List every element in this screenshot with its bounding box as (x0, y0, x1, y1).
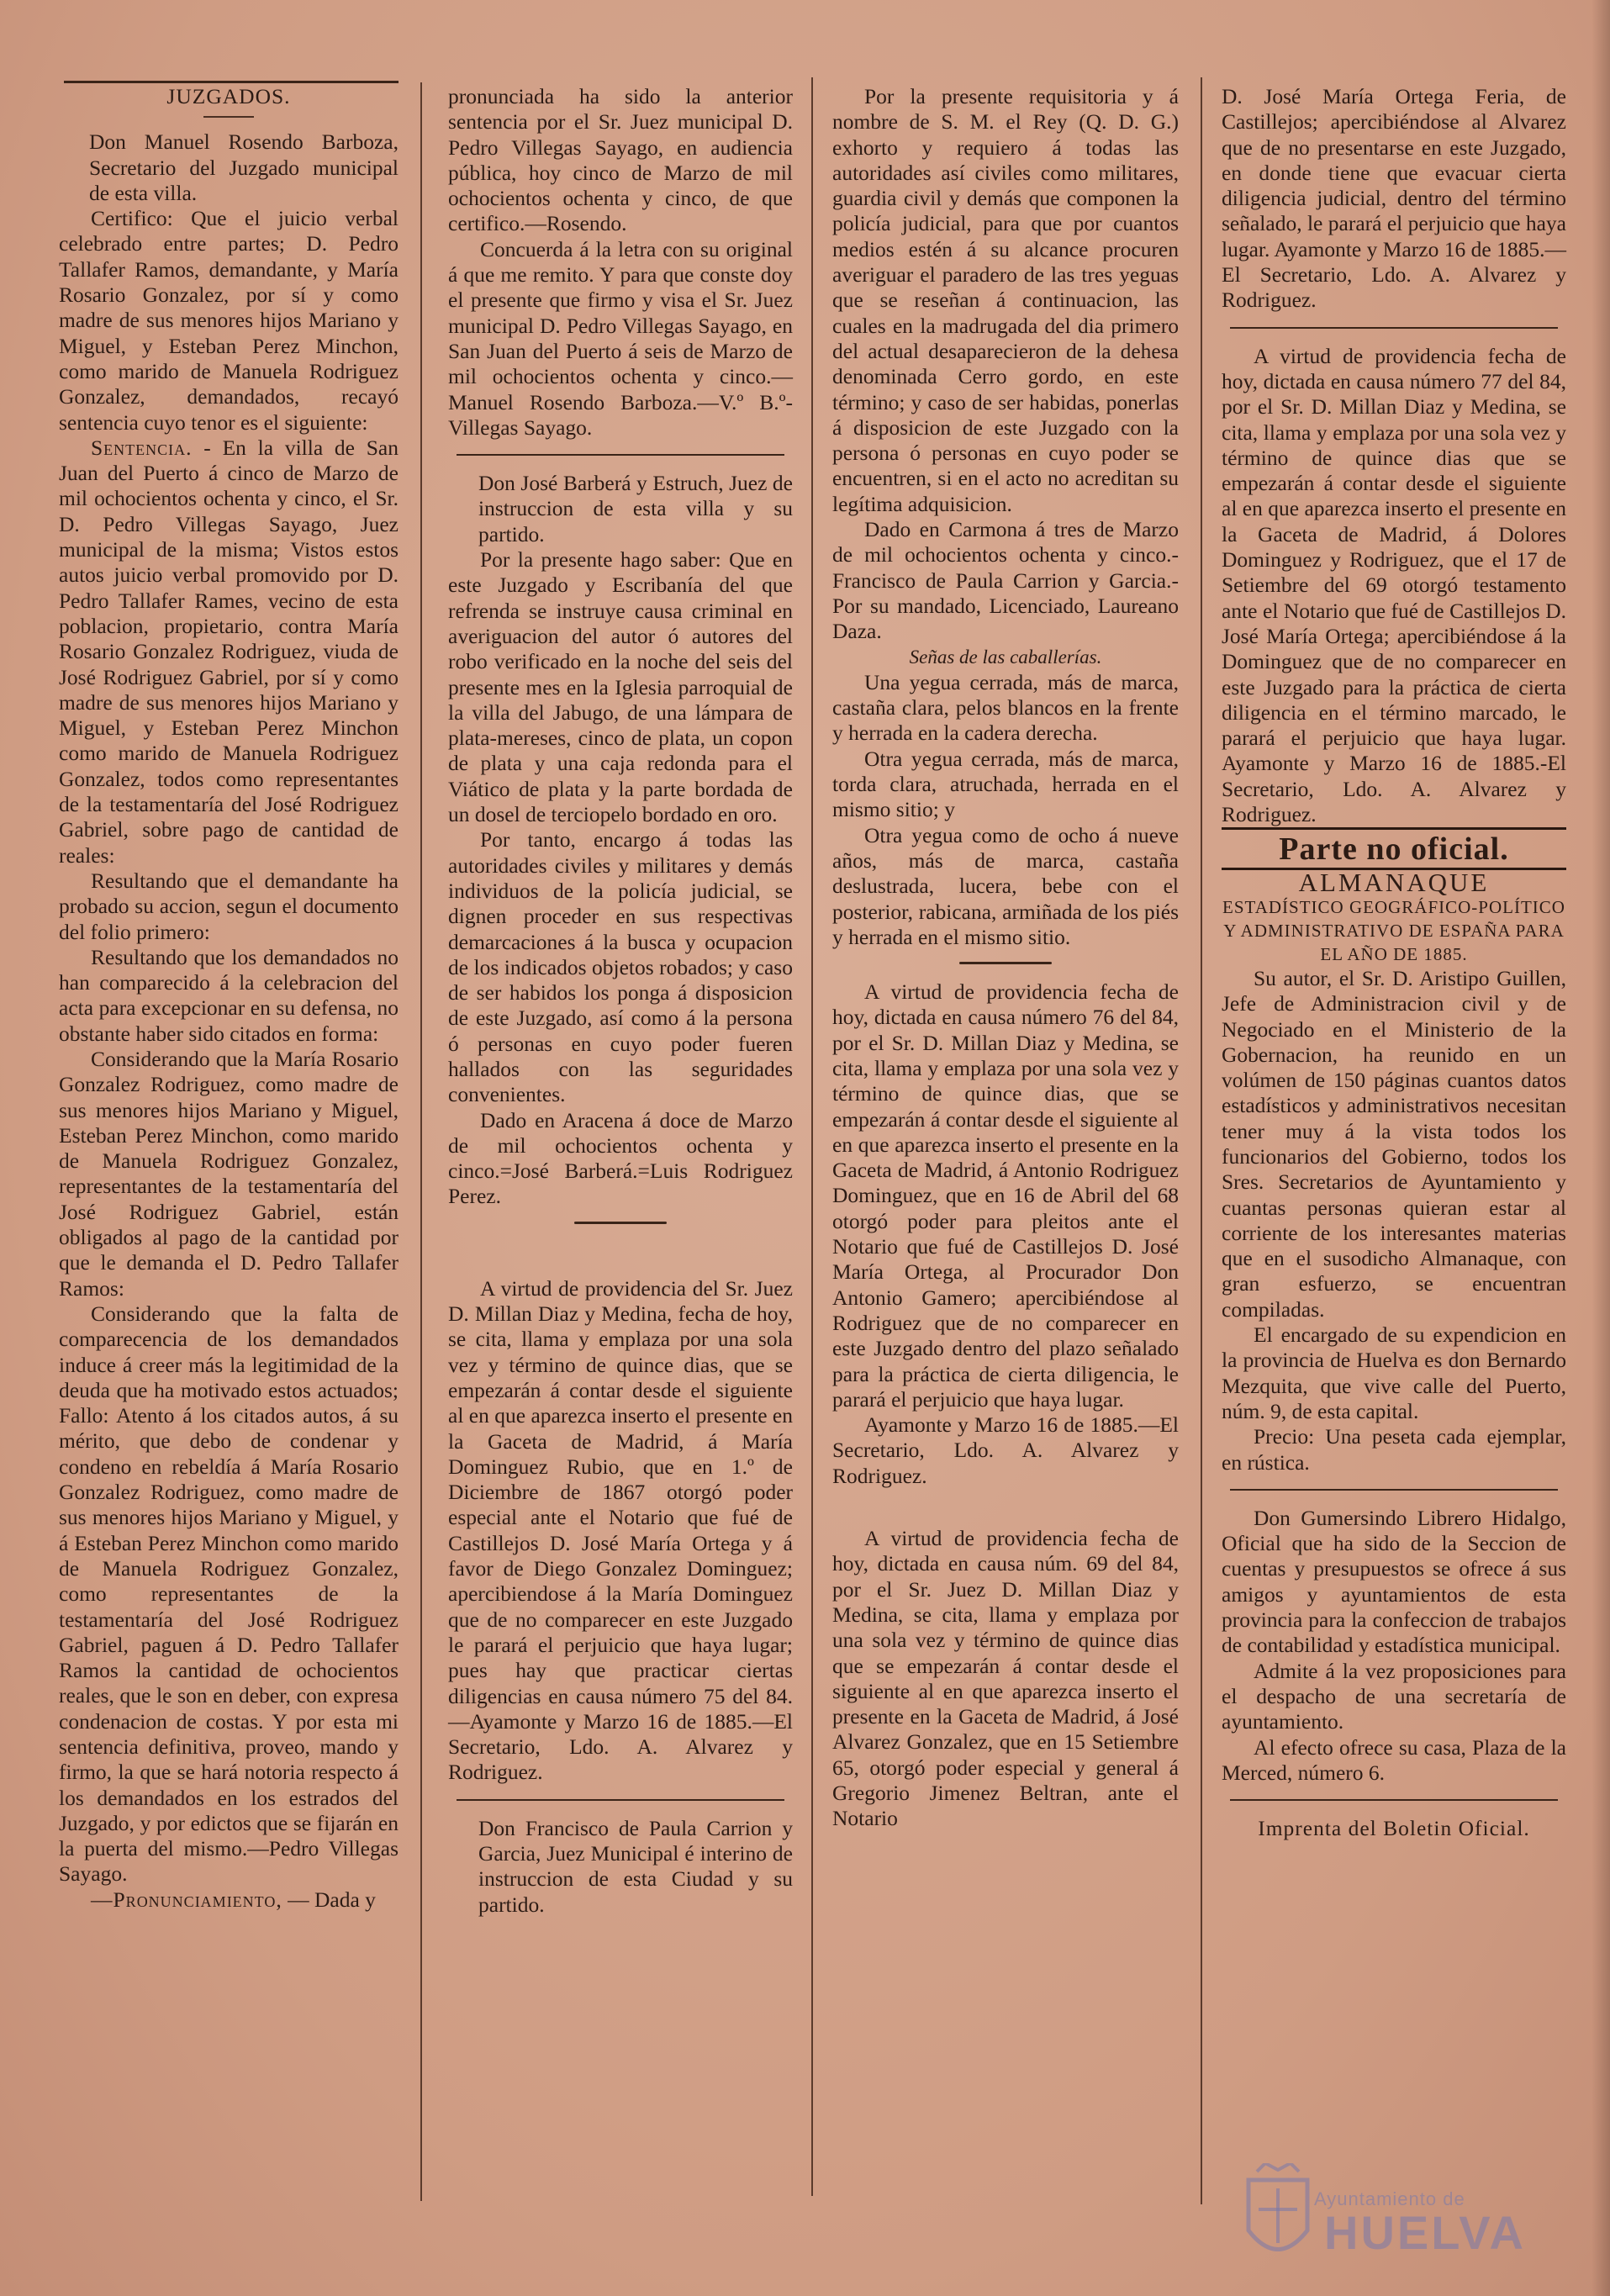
section-separator (1230, 327, 1558, 329)
paragraph: Resultando que el demandante ha probado su accion, segun el documento del folio primero: (59, 868, 399, 944)
section-separator (457, 1799, 784, 1801)
paragraph: Por tanto, encargo á todas las autoridades civiles y militares y demás individuos de la policía judicial, se dignen proceder en sus respectivas demarcaciones á la busca y ocupacion de los indicados objetos robados; y caso de ser habidos los ponga á disposicion de este Juzgado, así como á la persona ó personas en cuyo poder fueren hallados con las seguridades convenientes. (448, 827, 793, 1107)
paragraph: Al efecto ofrece su casa, Plaza de la Merced, número 6. (1222, 1734, 1566, 1785)
paragraph: Ayamonte y Marzo 16 de 1885.—El Secretario, Ldo. A. Alvarez y Rodriguez. (832, 1412, 1179, 1488)
paragraph: A virtud de providencia fecha de hoy, dictada en causa núm. 69 del 84, por el Sr. Juez D. Millan Diaz y Medina, se cita, llama y emplaza por una sola vez y término de quince dias que se empezarán á contar desde el siguiente al en que aparezca inserto el presente en la Gaceta de Madrid, á José Alvarez Gonzalez, que en 15 Setiembre 65, otorgó poder especial y general á Gregorio Jimenez Beltran, ante el Notario (832, 1526, 1179, 1831)
almanac-subtitle: ESTADÍSTICO GEOGRÁFICO-POLÍTICO Y ADMINISTRATIVO DE ESPAÑA PARA EL AÑO DE 1885. (1222, 896, 1565, 964)
paragraph: Otra yegua como de ocho á nueve años, más de marca, castaña deslustrada, lucera, bebe con el posterior, rabicana, armiñada de los piés y herrada en el mismo sitio. (832, 822, 1179, 949)
paragraph: Otra yegua cerrada, más de marca, torda clara, atruchada, herrada en el mismo sitio; y (832, 746, 1179, 822)
top-rule (64, 81, 399, 83)
column-divider (811, 77, 813, 2196)
column-3 (832, 84, 1179, 1832)
official-title: Don Manuel Rosendo Barboza, Secretario del Juzgado municipal de esta villa. (89, 129, 399, 205)
section-banner: Parte no oficial. (1222, 827, 1566, 869)
official-title: Don José Barberá y Estruch, Juez de instruccion de esta villa y su partido. (478, 471, 793, 546)
spacer (448, 1239, 793, 1276)
paragraph: A virtud de providencia fecha de hoy, dictada en causa número 77 del 84, por el Sr. D. Millan Diaz y Medina, se cita, llama y emplaza por una sola vez y término de quince dias que se empezarán á contar desde el siguiente al en que aparezca inserto el presente en la Gaceta de Madrid, á Dolores Dominguez y Rodriguez, que el 17 de Setiembre del 69 otorgó testamento ante el Notario que fué de Castillejos D. José María Ortega; apercibiéndose á la Dominguez que de no comparecer en este Juzgado para la práctica de cierta diligencia en el término marcado, le parará el perjuicio que haya lugar. Ayamonte y Marzo 16 de 1885.-El Secretario, Ldo. A. Alvarez y Rodriguez. (1222, 343, 1566, 827)
column-divider (1201, 77, 1202, 2204)
section-separator (1230, 1799, 1558, 1801)
paragraph: Por la presente requisitoria y á nombre de S. M. el Rey (Q. D. G.) exhorto y requiero á todas las autoridades así civiles como militares, guardia civil y demás que componen la policía judicial, para que por cuantos medios estén á su alcance procuren averiguar el paradero de las tres yeguas que se reseñan á continuacion, las cuales en la madrugada del dia primero del actual desaparecieron de la dehesa denominada Cerro gordo, en este término; y caso de ser habidas, ponerlas á disposicion de este Juzgado con la persona ó personas en cuyo poder se encuentren, si en el acto no acreditan su legítima adquisicion. (832, 84, 1179, 516)
subsection-heading: Señas de las caballerías. (909, 646, 1102, 668)
small-caps-lead: Sentencia. (91, 435, 193, 460)
small-caps-lead: —Pronunciamiento, (91, 1887, 282, 1912)
paragraph: D. José María Ortega Feria, de Castillejos; apercibiéndose al Alvarez que de no presentarse en este Juzgado, en donde tiene que evacuar cierta diligencia judicial, dentro del término señalado, le parará el perjuicio que haya lugar. Ayamonte y Marzo 16 de 1885.—El Secretario, Ldo. A. Alvarez y Rodriguez. (1222, 84, 1566, 313)
paragraph: Por la presente hago saber: Que en este Juzgado y Escribanía del que refrenda se instruye causa criminal en averiguacion del autor ó autores del robo verificado en la noche del seis del presente mes en la Iglesia parroquial de la villa del Jabugo, de una lámpara de plata-mereses, cinco de plata, un copon de plata y una caja redonda para el Viático de plata y la parte bordada de un dosel de terciopelo bordado en oro. (448, 547, 793, 827)
spacer (832, 1489, 1179, 1526)
section-separator (457, 454, 784, 456)
watermark-logo (1240, 2163, 1534, 2281)
paragraph-text: — Dada y (282, 1887, 376, 1912)
paragraph: Dado en Aracena á doce de Marzo de mil ochocientos ochenta y cinco.=José Barberá.=Luis Rodriguez Perez. (448, 1107, 793, 1209)
section-separator (1230, 1489, 1558, 1491)
paragraph: Admite á la vez proposiciones para el despacho de una secretaría de ayuntamiento. (1222, 1658, 1566, 1734)
paragraph-text: - En la villa de San Juan del Puerto á cinco de Marzo de mil ochocientos ochenta y cinco, el Sr. D. Pedro Villegas Sayago, Juez municipal de la misma; Vistos estos autos juicio verbal promovido por D. Pedro Tallafer Rames, vecino de esta poblacion, propietario, contra María Rosario Gonzalez Rodriguez, viuda de José Rodriguez Gabriel, por sí y como madre de sus menores hijos Mariano y Miguel, y Esteban Perez Minchon como marido de Manuela Rodriguez Gonzalez, todos como representantes de la testamentaría del José Rodriguez Gabriel, sobre pago de cantidad de reales: (59, 435, 399, 868)
paragraph: A virtud de providencia fecha de hoy, dictada en causa número 76 del 84, por el Sr. D. Millan Diaz y Medina, se cita, llama y emplaza por una sola vez y término de quince dias, que se empezarán á contar desde el siguiente al en que aparezca inserto el presente en la Gaceta de Madrid, á Antonio Rodriguez Dominguez, que en 16 de Abril del 68 otorgó poder para pleitos ante el Notario que fué de Castillejos D. José María Ortega, al Procurador Don Antonio Gamero; apercibiéndose al Rodriguez que de no comparecer en este Juzgado dentro del plazo señalado para la práctica de cierta diligencia, le parará el perjuicio que haya lugar. (832, 979, 1179, 1412)
ornamental-rule (959, 962, 1052, 964)
paragraph: Dado en Carmona á tres de Marzo de mil ochocientos ochenta y cinco.-Francisco de Paula Carrion y Garcia.-Por su mandado, Licenciado, Laureano Daza. (832, 517, 1179, 644)
column-2 (448, 84, 793, 1918)
watermark-small-text: Ayuntamiento de (1314, 2188, 1465, 2209)
crest-icon (1240, 2163, 1316, 2272)
column-4 (1222, 84, 1566, 1841)
paragraph: A virtud de providencia del Sr. Juez D. Millan Diaz y Medina, fecha de hoy, se cita, llama y emplaza por una sola vez y término de quince dias, que se empezarán á contar desde el siguiente al en que aparezca inserto el presente en la Gaceta de Madrid, á María Dominguez Rubio, que en 1.º de Diciembre de 1867 otorgó poder especial ante el Notario que fué de Castillejos D. José María Ortega y á favor de Diego Gonzalez Dominguez; apercibiendose á la María Dominguez que de no comparecer en este Juzgado le parará el perjuicio que haya lugar; pues hay que practicar ciertas diligencias en causa número 75 del 84.—Ayamonte y Marzo 16 de 1885.—El Secretario, Ldo. A. Alvarez y Rodriguez. (448, 1275, 793, 1785)
paragraph: Don Gumersindo Librero Hidalgo, Oficial que ha sido de la Seccion de cuentas y presupuestos se ofrece á sus amigos y ayuntamientos de esta provincia para la confeccion de trabajos de contabilidad y estadística municipal. (1222, 1505, 1566, 1658)
paragraph: Certifico: Que el juicio verbal celebrado entre partes; D. Pedro Tallafer Ramos, demandante, y María Rosario Gonzalez, por sí y como madre de sus menores hijos Mariano y Miguel, y Esteban Perez Minchon, como marido de Manuela Rodriguez Gonzalez, demandados, recayó sentencia cuyo tenor es el siguiente: (59, 206, 399, 435)
column-1 (59, 84, 399, 1913)
paragraph: Concuerda á la letra con su original á que me remito. Y para que conste doy el presente que firmo y visa el Sr. Juez municipal D. Pedro Villegas Sayago, en San Juan del Puerto á seis de Marzo de mil ochocientos ochenta y cinco.—Manuel Rosendo Barboza.—V.º B.º-Villegas Sayago. (448, 236, 793, 440)
paragraph: Precio: Una peseta cada ejemplar, en rústica. (1222, 1424, 1566, 1475)
official-title: Don Francisco de Paula Carrion y Garcia, Juez Municipal é interino de instruccion de esta Ciudad y su partido. (478, 1815, 793, 1917)
page-edge-shadow (1592, 0, 1610, 2296)
short-rule (203, 116, 254, 118)
paragraph: Resultando que los demandados no han comparecido á la celebracion del acta para excepcionar en su defensa, no obstante haber sido citados en forma: (59, 944, 399, 1046)
paragraph (59, 435, 399, 868)
paragraph: Una yegua cerrada, más de marca, castaña clara, pelos blancos en la frente y herrada en la cadera derecha. (832, 669, 1179, 746)
paragraph: Su autor, el Sr. D. Aristipo Guillen, Jefe de Administracion civil y de Negociado en el Ministerio de la Gobernacion, ha reunido en un volúmen de 150 páginas cuantos datos estadísticos y administrativos necesitan tener muy á la vista todos los funcionarios del Gobierno, todos los Sres. Secretarios de Ayuntamiento y cuantas personas quieran estar al corriente de los interesantes materias que en el susodicho Almanaque, con gran esfuerzo, se encuentran compiladas. (1222, 965, 1566, 1322)
paragraph: El encargado de su expendicion en la provincia de Huelva es don Bernardo Mezquita, que vive calle del Puerto, núm. 9, de esta capital. (1222, 1322, 1566, 1423)
section-heading: JUZGADOS. (166, 84, 291, 108)
ornamental-rule (574, 1222, 667, 1224)
printer-imprint: Imprenta del Boletin Oficial. (1258, 1816, 1530, 1841)
column-divider (420, 82, 422, 2201)
paragraph: pronunciada ha sido la anterior sentencia por el Sr. Juez municipal D. Pedro Villegas Sayago, en audiencia pública, hoy cinco de Marzo de mil ochocientos ochenta y cinco, de que certifico.—Rosendo. (448, 84, 793, 236)
paragraph: Considerando que la falta de comparecencia de los demandados induce á creer más la legitimidad de la deuda que ha motivado estos actuados; Fallo: Atento á los citados autos, á su mérito, que debo de condenar y condeno en rebeldía á María Rosario Gonzalez Rodriguez, como madre de sus menores hijos Mariano y Miguel, y á Esteban Perez Minchon como marido de Manuela Rodriguez Gonzalez, como representantes de la testamentaría del José Rodriguez Gabriel, paguen á D. Pedro Tallafer Ramos la cantidad de ochocientos reales, que le son en deber, con expresa condenacion de costas. Y por esta mi sentencia definitiva, proveo, mando y firmo, la que se hará notoria respecto á los demandados en los estrados del Juzgado, y por edictos que se fijarán en la puerta del mismo.—Pedro Villegas Sayago. (59, 1301, 399, 1887)
almanac-title: ALMANAQUE (1298, 867, 1490, 897)
paragraph: Considerando que la María Rosario Gonzalez Rodriguez, como madre de sus menores hijos Mariano y Miguel, Esteban Perez Minchon, como marido de Manuela Rodriguez Gonzalez, representantes de la testamentaría del José Rodriguez Gabriel, están obligados al pago de la cantidad por que le demanda el D. Pedro Tallafer Ramos: (59, 1046, 399, 1301)
watermark-big-text: HUELVA (1324, 2206, 1526, 2259)
paragraph (59, 1887, 399, 1913)
